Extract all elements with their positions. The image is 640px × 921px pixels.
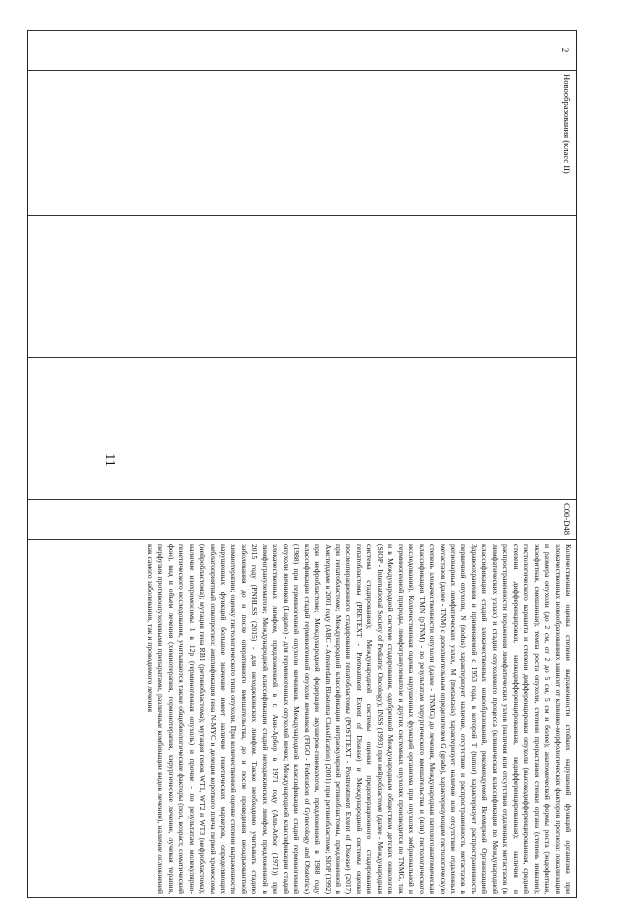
- page-number: 11: [102, 453, 117, 467]
- row-number: 2: [560, 47, 570, 53]
- column-divider: [28, 357, 576, 358]
- row-code: C00-D48: [562, 503, 572, 535]
- row-description: Количественная оценка степени выраженности стойких нарушений функций организма при злокачественных новообразованиях зависит от клинико-морфологических факторов прогноза: локализация и размера опухоли (до 2 см, от 2 до 5 см, 5 см и более); анатомической формы роста (эндофитная, экзофитная, смешанная); темпа роста опухоли, степени прорастания стенки органа (степень инвазии); гистологического варианта и степени дифференцировки опухоли (высокодифференцированная, средней степени дифференцировки, низкодифференцированная, недифференцированная); наличия и распространенности поражения лимфатических узлов (наличия или отсутствия отдаленных метастазов (в лимфатических узлах) и стадии опухолевого процесса (клиническая классификация по Международной классификации стадий злокачественных новообразований, рекомендуемой Всемирной Организацией Здравоохранения и применяемой с 1953 года, в которой T (tumor) характеризует распространенность первичной опухоли, N (nodus) характеризует наличие, отсутствие и распространенность метастазов в регионарных лимфатических узлах, M (metastasis) характеризует наличие или отсутствие отдаленных метастазов (далее - TNM) с дополнительным определителем G (grade), характеризующим гистологическую степень злокачественности опухоли (далее - TNMG) до лечения, Международная патологоанатомическая классификация TMN (pTNM) - по результатам хирургического вмешательства и (или) гистологического исследования). Количественная оценка нарушенных функций организма при опухолях эмбриональной и герминогенной природы, лимфогранулематозе и других системных опухолях производится по TNMG, так и в Международной системе стадирования, одобренной Международным обществом детских онкологов (SIOP - International Society of Pediatric Oncology); INSS (1993) при нейробластоме (далее - Международная система стадирования); Международной системы оценки предоперационного стадирования гепатобластомы (PRETEXT - Pretreatment Extent of Disease) и Международной системы оценки послеоперационного стадирования гепатобластомы (POSTTEXT - Posttreatment Extent of Disease) (2017) при гепатобластоме; Международной классификации интраокулярной ретинобластомы, предложенной в Амстердаме в 2001 году (ABC - Amsterdam Blastoma Classification) (2001) при ретинобластоме; SIOP (1992) при нефробластоме; Международной федерации акушеров-гинекологов, предложенной в 1988 году классификации стадий герминогенной опухоли яичников (FIGO - Federation of Gynecology and Obstetrics) (1988) при герминогенной опухоли яичников. Международной классификации стадий герминогенной опухоли яичников (Lugano) - для герминогенных опухолей яичек; Международной классификации стадий злокачественных лимфом, предложенной в г. Анн-Арбор в 1971 году (Ann-Arbor (1971)) при лимфогранулематозе; Международной классификации стадий неходжкинских лимфом, предложенной в 2015 году (PNHLSS (2015) - для неходжкинских лимфом. Также необходимо учитывать стадию заболевания до и после оперативного вмешательства, до и после проведения неоадъювантной химиотерапии; оценку гистологического типа опухоли. При количественной оценке степени выраженности нарушенных функций большое значение имеет наличие генетических маркеров, определяющих неблагоприятный опкопрогноз: амплификация гена N-MYC и делеция короткого плеча первой хромосомы (нейробластома); мутация гена RB1 (ретинобластома); мутация генов WT1, WT2 и WT3 (нефробластома); наличие изохромосомы 1 в 12p (герминогенная опухоль) и прочие - по результатам молекулярно-генетического исследования, учитываются также общебиологические факторы (пол, возраст, соматический фон), вид и объем лечения (химиотерапия, гормонотерапия, хирургическое лечение, лучевая терапия, перфузия противоопухолевыми препаратами, различные комбинации видов лечения), наличие осложнений как самого заболевания, так и проводимого лечения: [145, 544, 573, 894]
- rotated-page: [25, 18, 595, 901]
- column-divider: [28, 215, 576, 216]
- table: [27, 30, 577, 898]
- row-name: Новообразования (класс II): [562, 74, 572, 174]
